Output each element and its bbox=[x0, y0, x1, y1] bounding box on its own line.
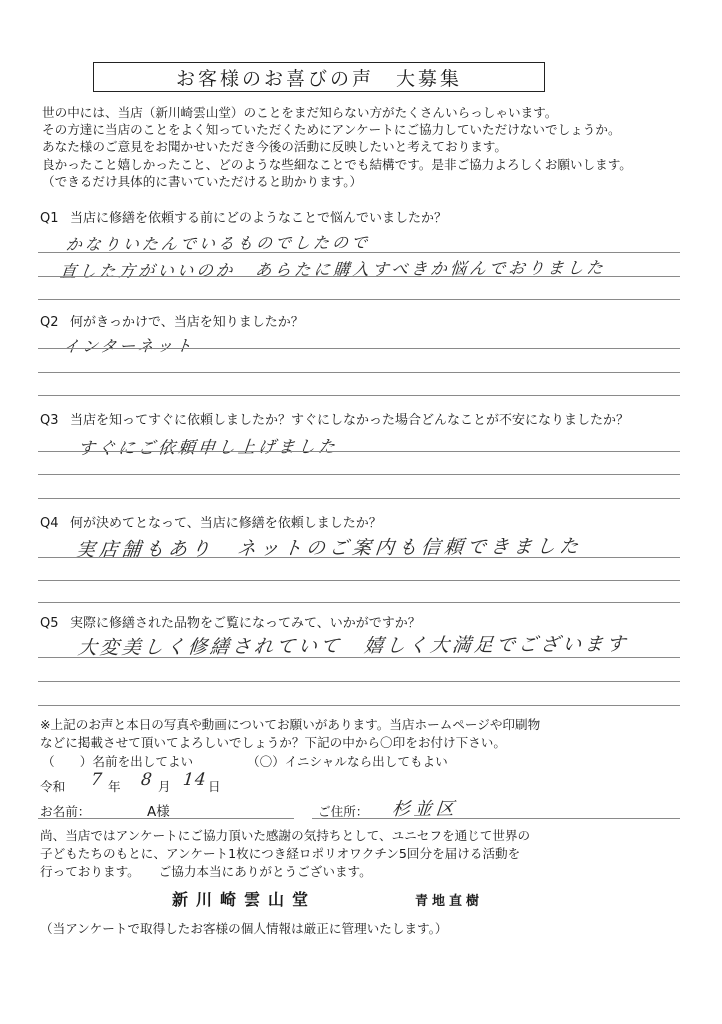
consent-line: などに掲載させて頂いてよろしいでしょうか？下記の中から〇印をお付け下さい。 bbox=[40, 735, 506, 750]
question-3 bbox=[40, 409, 629, 428]
question-2 bbox=[40, 311, 304, 330]
consent-option-initials[interactable]: （〇）イニシャルなら出してもよい bbox=[247, 754, 448, 769]
intro-text bbox=[42, 104, 632, 190]
question-number: Q1 bbox=[40, 211, 59, 226]
date-day: 14 bbox=[182, 769, 208, 790]
consent-option-name[interactable]: （ ）名前を出してよい bbox=[42, 754, 194, 769]
answer-line: 大変美しく修繕されていて 嬉しく大満足でございます bbox=[76, 633, 630, 659]
answer-line: 実店舗もあり ネットのご案内も信頼できました bbox=[74, 535, 584, 561]
intro-line: （できるだけ具体的に書いていただけると助かります。） bbox=[42, 173, 363, 189]
answer-line: かなりいたんでいるものでしたので bbox=[64, 232, 372, 254]
footer-line: 尚、当店ではアンケートにご協力頂いた感謝の気持ちとして、ユニセフを通じて世界の bbox=[40, 828, 531, 843]
intro-line: その方達に当店のことをよく知っていただくためにアンケートにご協力していただけないでしょうか。 bbox=[42, 122, 621, 138]
answer-line: すぐにご依頼申し上げました bbox=[76, 437, 339, 459]
question-text: 実際に修繕された品物をご覧になってみて、いかがですか？ bbox=[70, 616, 421, 631]
date-month: 8 bbox=[140, 769, 153, 790]
answer-rule bbox=[38, 705, 680, 706]
question-number: Q2 bbox=[40, 315, 59, 330]
answer-rule bbox=[38, 681, 680, 682]
answer-rule bbox=[38, 372, 680, 373]
question-number: Q5 bbox=[40, 616, 59, 631]
answer-rule bbox=[38, 299, 680, 300]
question-1 bbox=[40, 207, 447, 226]
privacy-note: （当アンケートで取得したお客様の個人情報は厳正に管理いたします。） bbox=[40, 921, 448, 936]
question-text: 何がきっかけで、当店を知りましたか？ bbox=[70, 315, 304, 330]
intro-line: 良かったこと嬉しかったこと、どのような些細なことでも結構です。是非ご協力よろしくお願いします。 bbox=[42, 156, 632, 172]
owner-name: 青地直樹 bbox=[415, 894, 484, 909]
survey-title: お客様のお喜びの声 大募集 bbox=[93, 62, 545, 92]
answer-rule bbox=[38, 252, 680, 253]
intro-line: 世の中には、当店（新川崎雲山堂）のことをまだ知らない方がたくさんいらっしゃいます。 bbox=[42, 105, 558, 120]
address-value: 杉並区 bbox=[390, 798, 459, 820]
footer-line: 行っております。 ご協力本当にありがとうございます。 bbox=[40, 864, 372, 879]
answer-rule bbox=[38, 395, 680, 396]
answer-rule bbox=[38, 276, 680, 277]
answer-rule bbox=[38, 602, 680, 603]
answer-rule bbox=[38, 657, 680, 658]
answer-rule bbox=[38, 348, 680, 349]
answer-line: 直した方がいいのか あらたに購入すべきか悩んでおりました bbox=[58, 258, 607, 281]
name-underline bbox=[38, 818, 294, 819]
date-day-unit: 日 bbox=[208, 779, 221, 794]
question-4 bbox=[40, 512, 382, 531]
answer-rule bbox=[38, 580, 680, 581]
question-text: 当店に修繕を依頼する前にどのようなことで悩んでいましたか？ bbox=[70, 211, 448, 226]
intro-line: あなた様のご意見をお聞かせいただき今後の活動に反映したいと考えております。 bbox=[42, 139, 507, 155]
answer-rule bbox=[38, 498, 680, 499]
answer-rule bbox=[38, 557, 680, 558]
date-year-unit: 年 bbox=[108, 779, 121, 794]
question-5 bbox=[40, 612, 421, 631]
date-year: 7 bbox=[90, 769, 103, 790]
shop-name: 新川崎雲山堂 bbox=[172, 890, 317, 909]
consent-line: ※上記のお声と本日の写真や動画についてお願いがあります。当店ホームページや印刷物 bbox=[40, 717, 541, 732]
answer-line: インターネット bbox=[61, 336, 196, 356]
footer-line: 子どもたちのもとに、アンケート1枚につき経ロポリオワクチン5回分を届ける活動を bbox=[40, 846, 521, 861]
question-text: 何が決めてとなって、当店に修繕を依頼しましたか？ bbox=[70, 516, 382, 531]
date-era: 令和 bbox=[40, 779, 66, 794]
question-text: 当店を知ってすぐに依頼しましたか？すぐにしなかった場合どんなことが不安になりましたか？ bbox=[70, 413, 630, 428]
name-value: A様 bbox=[147, 804, 170, 820]
address-label: ご住所： bbox=[318, 804, 369, 819]
question-number: Q3 bbox=[40, 413, 59, 428]
date-month-unit: 月 bbox=[158, 779, 171, 794]
address-underline bbox=[312, 818, 680, 819]
answer-rule bbox=[38, 451, 680, 452]
question-number: Q4 bbox=[40, 516, 59, 531]
name-label: お名前： bbox=[40, 804, 91, 819]
answer-rule bbox=[38, 474, 680, 475]
